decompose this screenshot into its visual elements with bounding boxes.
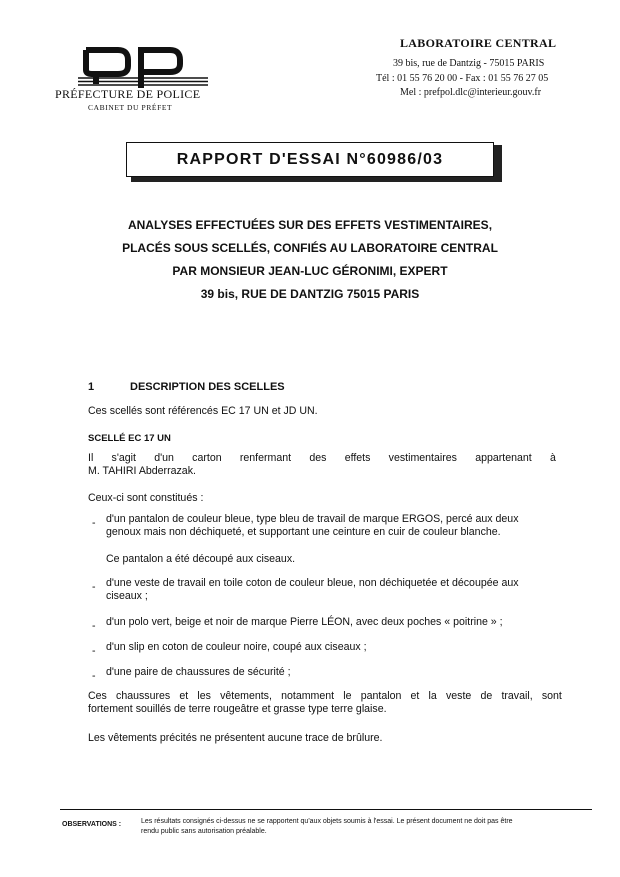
word: des xyxy=(309,452,327,464)
word: vestimentaires xyxy=(388,452,457,464)
word: notamment xyxy=(281,690,335,702)
word: travail, xyxy=(501,690,533,702)
observations-line: Les résultats consignés ci-dessus ne se rapportent qu'aux objets soumis à l'essai. Le présent document ne doit pas être xyxy=(141,818,513,825)
paragraph-line xyxy=(88,690,562,703)
list-bullet: - xyxy=(92,620,96,632)
report-subject xyxy=(60,214,560,306)
word: le xyxy=(343,690,352,702)
list-bullet: - xyxy=(92,581,96,593)
lab-title: LABORATOIRE CENTRAL xyxy=(400,36,557,50)
paragraph-line xyxy=(88,452,556,465)
lab-address: 39 bis, rue de Dantzig - 75015 PARIS xyxy=(393,58,545,69)
word: appartenant xyxy=(475,452,532,464)
list-bullet: - xyxy=(92,645,96,657)
word: pantalon xyxy=(360,690,402,702)
prefecture-subtitle: CABINET DU PRÉFET xyxy=(88,103,173,112)
word: effets xyxy=(344,452,371,464)
list-item: d'un pantalon de couleur bleue, type bleu de travail de marque ERGOS, percé aux deux xyxy=(106,513,519,525)
report-title: RAPPORT D'ESSAI N°60986/03 xyxy=(176,150,444,168)
list-item: d'un slip en coton de couleur noire, coupé aux ciseaux ; xyxy=(106,641,367,653)
observations-text xyxy=(141,817,596,837)
word: s'agit xyxy=(111,452,136,464)
word: à xyxy=(550,452,556,464)
word: d'un xyxy=(154,452,174,464)
word: Ces xyxy=(88,690,107,702)
lab-email: Mel : prefpol.dlc@interieur.gouv.fr xyxy=(400,87,542,98)
subject-line: PAR MONSIEUR JEAN-LUC GÉRONIMI, EXPERT xyxy=(172,264,448,278)
section-number: 1 xyxy=(88,381,95,393)
word: et xyxy=(410,690,420,702)
lab-phone: Tél : 01 55 76 20 00 - Fax : 01 55 76 27 05 xyxy=(376,73,549,84)
observations-label: OBSERVATIONS : xyxy=(62,821,122,828)
list-bullet: - xyxy=(92,517,96,529)
footer-divider xyxy=(60,809,592,810)
word: carton xyxy=(192,452,222,464)
word: chaussures xyxy=(116,690,171,702)
paragraph-line: M. TAHIRI Abderrazak. xyxy=(88,465,196,477)
word: vêtements, xyxy=(220,690,272,702)
prefecture-name: PRÉFECTURE DE POLICE xyxy=(55,87,201,101)
seal-subheading: SCELLÉ EC 17 UN xyxy=(88,433,171,444)
paragraph-line: fortement souillés de terre rougeâtre et grasse type terre glaise. xyxy=(88,703,387,715)
paragraph-line: Les vêtements précités ne présentent aucune trace de brûlure. xyxy=(88,732,383,744)
word: sont xyxy=(541,690,562,702)
word: Il xyxy=(88,452,94,464)
section-intro: Ces scellés sont référencés EC 17 UN et JD UN. xyxy=(88,405,318,417)
constitutes-text: Ceux-ci sont constitués : xyxy=(88,492,204,504)
word: renfermant xyxy=(239,452,292,464)
subject-line: ANALYSES EFFECTUÉES SUR DES EFFETS VESTIMENTAIRES, xyxy=(127,218,493,232)
word: veste xyxy=(445,690,472,702)
word: les xyxy=(197,690,211,702)
word: et xyxy=(179,690,189,702)
word: de xyxy=(480,690,493,702)
list-bullet: - xyxy=(92,670,96,682)
list-item: genoux mais non déchiqueté, et supportant une ceinture en cuir de couleur blanche. xyxy=(106,526,501,538)
list-item: d'un polo vert, beige et noir de marque Pierre LÉON, avec deux poches « poitrine » ; xyxy=(106,616,503,628)
list-item: d'une veste de travail en toile coton de couleur bleue, non déchiquetée et découpée aux xyxy=(106,577,519,589)
word: la xyxy=(428,690,437,702)
report-title-box xyxy=(126,142,494,177)
section-title: DESCRIPTION DES SCELLES xyxy=(130,381,285,393)
observations-line: rendu public sans autorisation préalable. xyxy=(141,828,267,835)
list-item-note: Ce pantalon a été découpé aux ciseaux. xyxy=(106,553,296,565)
list-item: d'une paire de chaussures de sécurité ; xyxy=(106,666,291,678)
subject-line: 39 bis, RUE DE DANTZIG 75015 PARIS xyxy=(200,287,420,301)
list-item: ciseaux ; xyxy=(106,590,148,602)
subject-line: PLACÉS SOUS SCELLÉS, CONFIÉS AU LABORATOIRE CENTRAL xyxy=(122,241,498,255)
